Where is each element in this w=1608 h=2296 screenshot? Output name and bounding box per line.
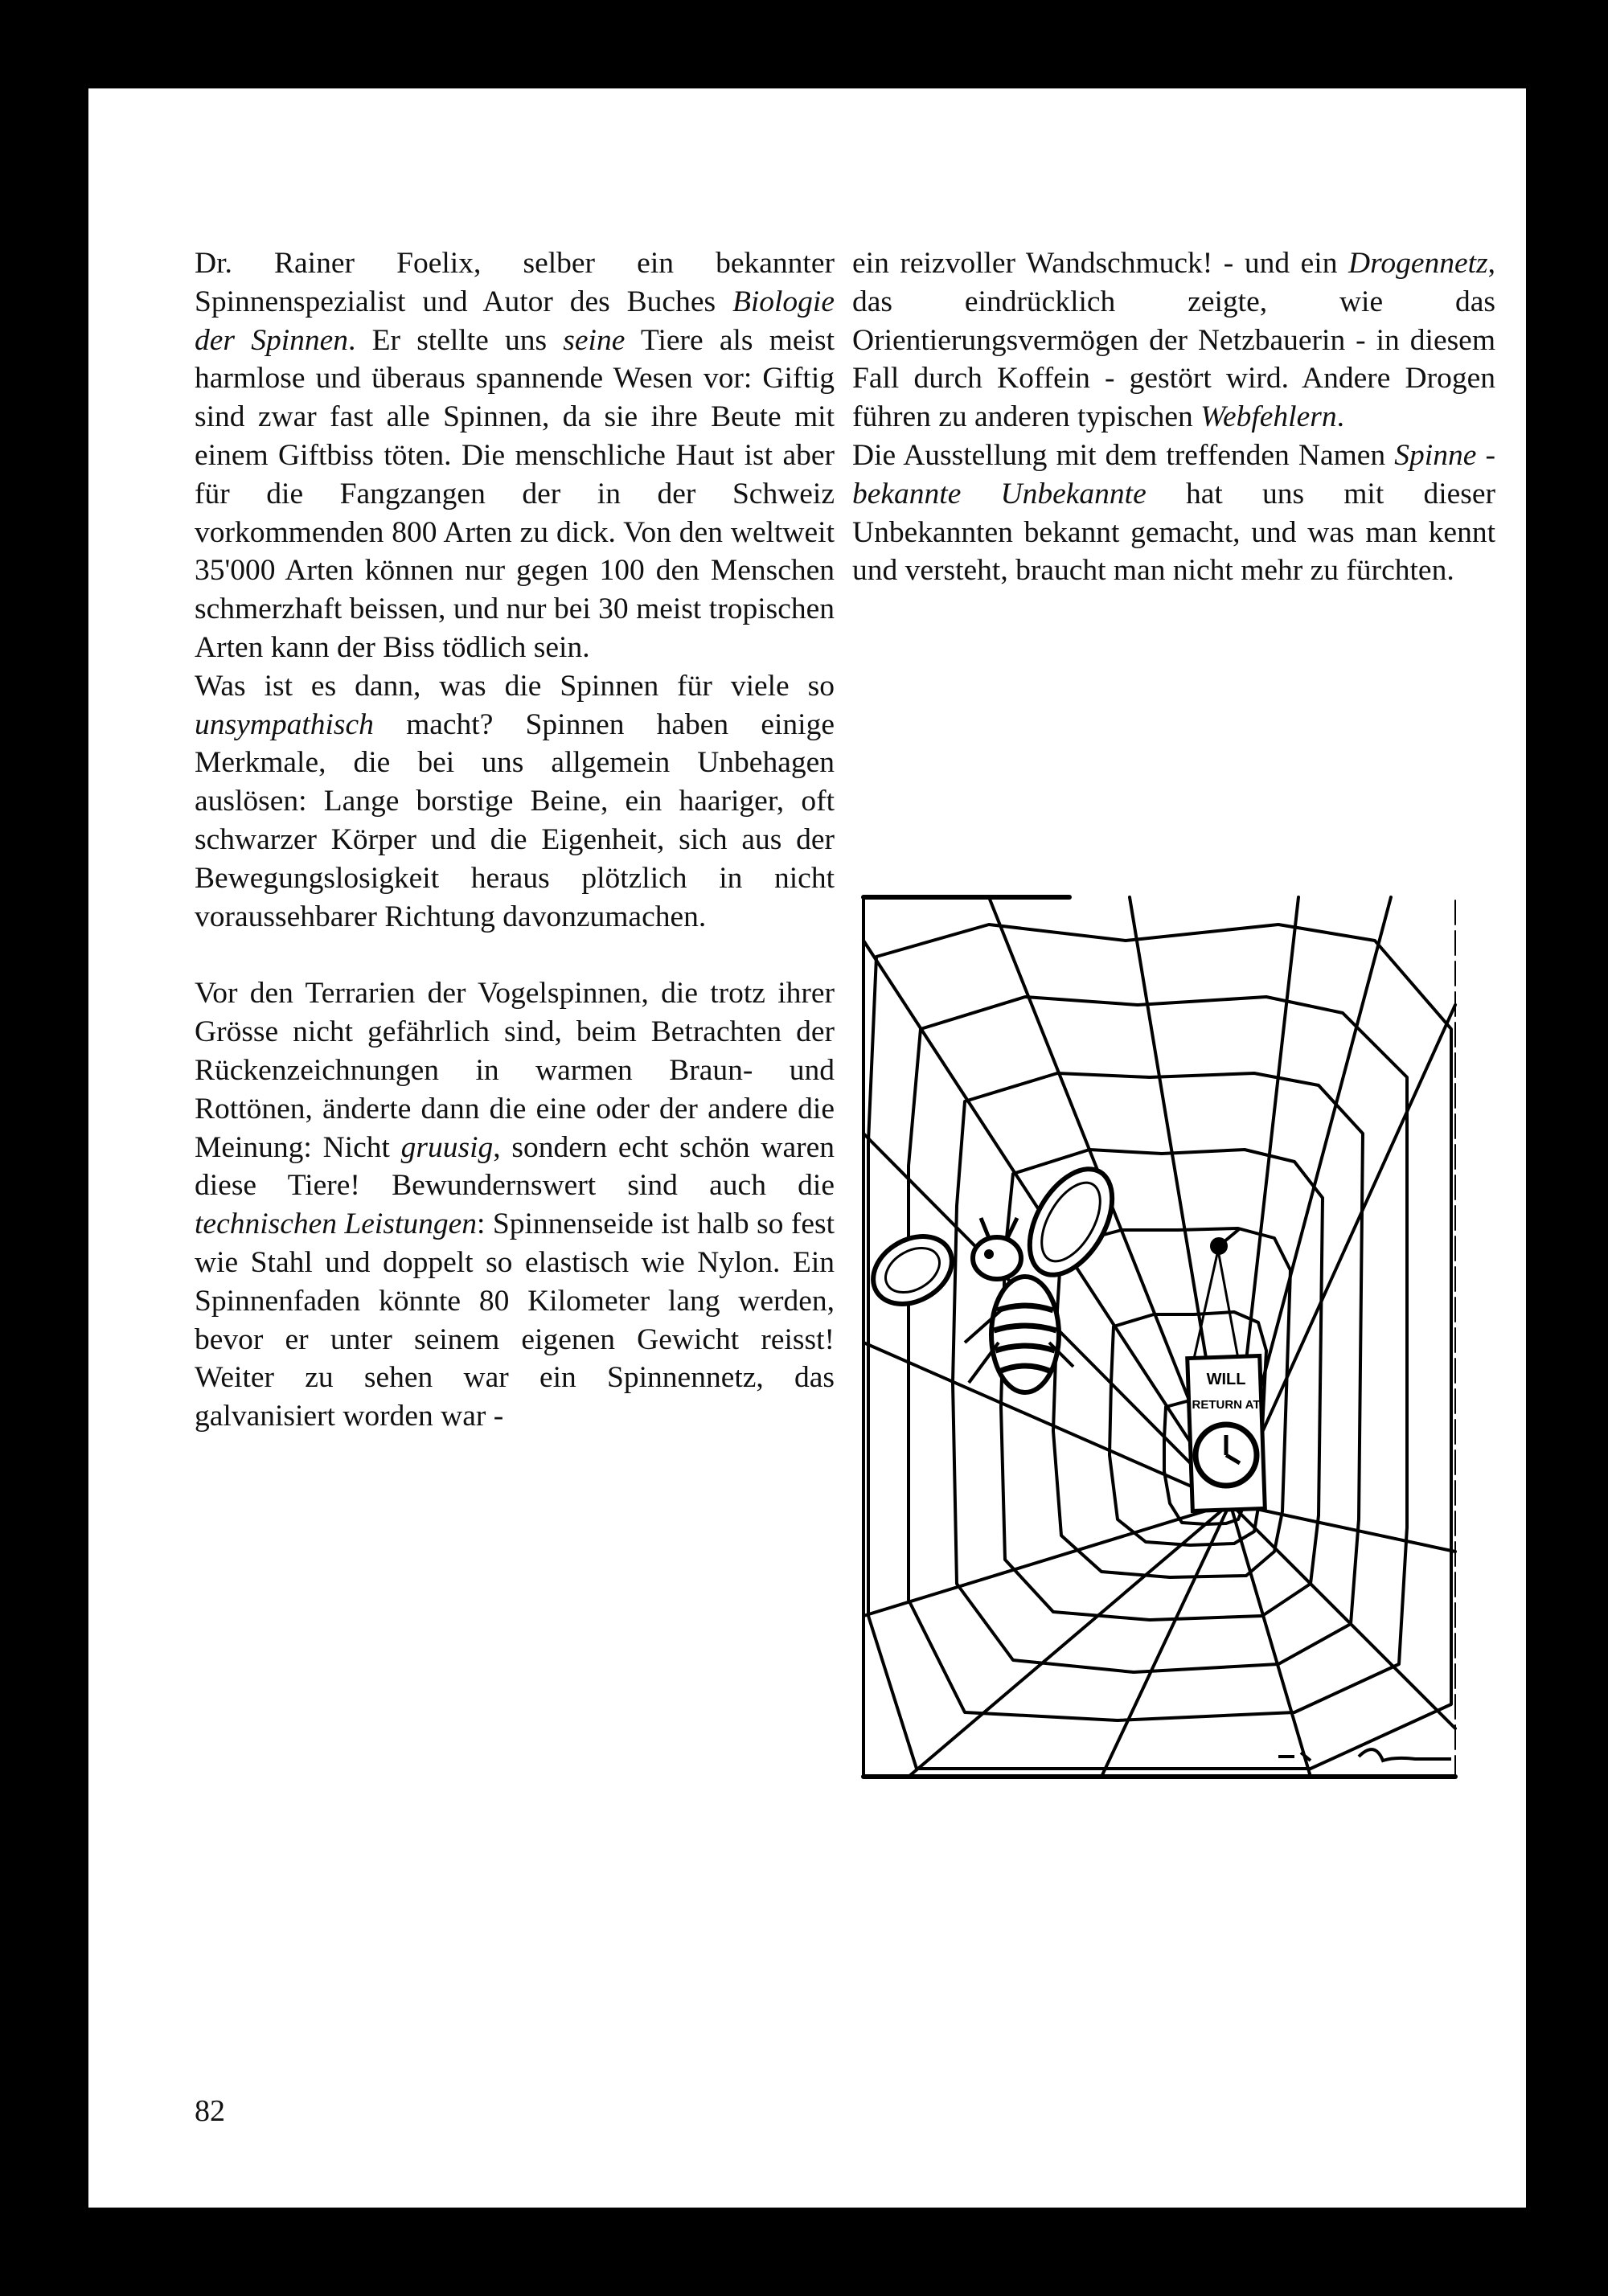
emphasized-text: technischen Leistungen [195,1207,478,1241]
text-run: Vor den Terrarien der Vogelspinnen, die trotz ihrer Grösse nicht gefährlich sind, beim Betrachten der Rückenzeichnungen in warmen Braun- und Rottönen, änderte dann die eine oder der andere die Meinung: Nicht [195,977,835,1164]
sign-text-line1: WILL [1206,1371,1246,1388]
paragraph [195,667,835,937]
hanging-sign [1188,1355,1265,1511]
emphasized-text: gruusig [400,1130,494,1164]
paragraph [195,974,835,1436]
text-run: Tiere als meist harmlose und überaus spannende Wesen vor: Giftig sind zwar fast alle Spinnen, da sie ihre Beute mit einem Giftbiss töten. Die menschliche Haut ist aber für die Fangzangen der in der Schweiz vorkommenden 800 Arten zu dick. Von den weltweit 35'000 Arten können nur gegen 100 den Menschen schmerzhaft beissen, und nur bei 30 meist tropischen Arten kann der Biss tödlich sein. [195,323,835,664]
emphasized-text: unsympathisch [195,707,374,741]
text-run: macht? Spinnen haben einige Merkmale, die bei uns allgemein Unbehagen auslösen: Lange borstige Beine, ein haariger, oft schwarzer Körper und die Eigenheit, sich aus der Bewegungslosigkeit heraus plötzlich in nicht voraussehbarer Richtung davonzumachen. [195,707,835,933]
fly-icon [861,1155,1129,1392]
text-run: . [1336,400,1344,434]
book-page [88,88,1526,2208]
text-run: Die Ausstellung mit dem treffenden Namen [852,438,1395,472]
page-number: 82 [195,2094,225,2128]
text-run: ein reizvoller Wandschmuck! - und ein [852,247,1349,280]
emphasized-text: Webfehlern [1200,400,1337,434]
spider-web-cartoon [860,892,1479,1785]
emphasized-text: Biologie der Spinnen [195,285,835,357]
left-column [195,244,835,1436]
text-run: Dr. Rainer Foelix, selber ein bekannter Spinnenspezialist und Autor des Buches [195,247,835,318]
sign-text-line2: RETURN AT [1192,1398,1261,1412]
clock-icon [1196,1425,1257,1486]
text-run: . Er stellte uns [348,323,564,357]
paragraph [852,437,1495,590]
text-run: hat uns mit dieser Unbekannten bekannt gemacht, und was man kennt und versteht, braucht man nicht mehr zu fürchten. [852,477,1496,588]
text-run: : Spinnenseide ist halb so fest wie Stahl und doppelt so elastisch wie Nylon. Ein Spinnenfaden könnte 80 Kilometer lang werden, bevor er unter seinem eigenen Gewicht reisst! Weiter zu sehen war ein Spinnennetz, das galvanisiert worden war - [195,1207,835,1433]
text-run: Was ist es dann, was die Spinnen für viele so [195,669,835,703]
emphasized-text: seine [563,323,626,357]
right-column [852,244,1495,590]
text-run: , das eindrücklich zeigte, wie das Orientierungsvermögen der Netzbauerin - in diesem Fall durch Koffein - gestört wird. Andere Drogen führen zu anderen typischen [852,247,1495,434]
paragraph [852,244,1495,437]
text-run: , sondern echt schön waren diese Tiere! Bewundernswert sind auch die [195,1130,835,1203]
emphasized-text: Drogennetz [1348,247,1488,280]
paragraph [195,244,835,667]
emphasized-text: Spinne - bekannte Unbekannte [852,438,1495,510]
